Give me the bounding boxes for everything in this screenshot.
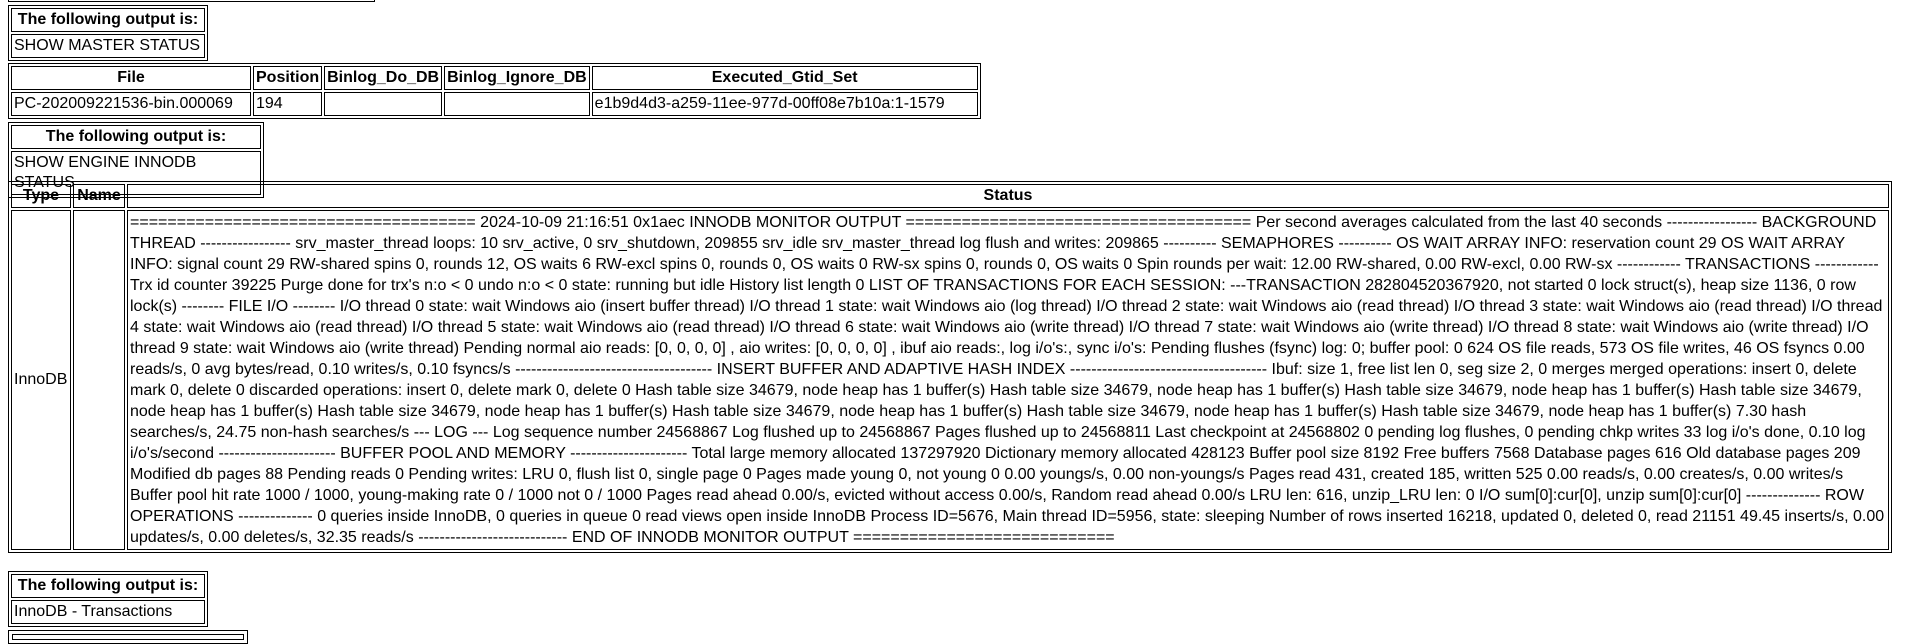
cell-type: InnoDB: [11, 210, 71, 550]
column-header-position: Position: [253, 66, 322, 90]
cell-binlog-ignore-db: [444, 92, 590, 116]
column-header-binlog-ignore-db: Binlog_Ignore_DB: [444, 66, 590, 90]
master-status-table: [8, 63, 981, 119]
command-label-2: SHOW ENGINE INNODB STATUS: [11, 151, 261, 195]
table-row: [11, 92, 978, 116]
command-label-1: SHOW MASTER STATUS: [11, 34, 205, 58]
column-header-type: Type: [11, 184, 71, 208]
table-header-row: [11, 66, 978, 90]
cell-file: PC-202009221536-bin.000069: [11, 92, 251, 116]
output-heading-3: The following output is:: [11, 574, 205, 598]
innodb-status-table: [8, 181, 1892, 553]
next-table-fragment: [8, 630, 248, 644]
output-heading-1: The following output is:: [11, 8, 205, 32]
cell-name: [73, 210, 125, 550]
cell-position: 194: [253, 92, 322, 116]
cell-executed-gtid-set: e1b9d4d3-a259-11ee-977d-00ff08e7b10a:1-1579: [592, 92, 978, 116]
column-header-executed-gtid-set: Executed_Gtid_Set: [592, 66, 978, 90]
output-heading-table-3: [8, 571, 208, 627]
column-header-file: File: [11, 66, 251, 90]
table-row: [11, 210, 1889, 550]
column-header-name: Name: [73, 184, 125, 208]
table-header-row: [11, 184, 1889, 208]
column-header-status: Status: [127, 184, 1889, 208]
previous-table-fragment: [8, 0, 375, 2]
cell-status: ===================================== 2024-10-09 21:16:51 0x1aec INNODB MONITOR OUTPUT ===================================== Per second averages calculated from the last 40 seconds ----------------- BACKGROUND THREAD ----------------- srv_master_thread loops: 10 srv_active, 0 srv_shutdown, 209855 srv_idle srv_master_thread log flush and writes: 209865 ---------- SEMAPHORES ---------- OS WAIT ARRAY INFO: reservation count 29 OS WAIT ARRAY INFO: signal count 29 RW-shared spins 0, rounds 12, OS waits 6 RW-excl spins 0, rounds 0, OS waits 0 RW-sx spins 0, rounds 0, OS waits 0 Spin rounds per wait: 12.00 RW-shared, 0.00 RW-excl, 0.00 RW-sx ------------ TRANSACTIONS ------------ Trx id counter 39225 Purge done for trx's n:o < 0 undo n:o < 0 state: running but idle History list length 0 LIST OF TRANSACTIONS FOR EACH SESSION: ---TRANSACTION 282804520367920, not started 0 lock struct(s), heap size 1136, 0 row lock(s) -------- FILE I/O -------- I/O thread 0 state: wait Windows aio (insert buffer thread) I/O thread 1 state: wait Windows aio (log thread) I/O thread 2 state: wait Windows aio (read thread) I/O thread 3 state: wait Windows aio (read thread) I/O thread 4 state: wait Windows aio (read thread) I/O thread 5 state: wait Windows aio (read thread) I/O thread 6 state: wait Windows aio (write thread) I/O thread 7 state: wait Windows aio (write thread) I/O thread 8 state: wait Windows aio (write thread) I/O thread 9 state: wait Windows aio (write thread) Pending normal aio reads: [0, 0, 0, 0] , aio writes: [0, 0, 0, 0] , ibuf aio reads:, log i/o's:, sync i/o's: Pending flushes (fsync) log: 0; buffer pool: 0 624 OS file reads, 573 OS file writes, 46 OS fsyncs 0.00 reads/s, 0 avg bytes/read, 0.10 writes/s, 0.10 fsyncs/s ------------------------------------- INSERT BUFFER AND ADAPTIVE HASH INDEX ------------------------------------- Ibuf: size 1, free list len 0, seg size 2, 0 merges merged operations: insert 0, delete mark 0, delete 0 discarded operations: insert 0, delete mark 0, delete 0 Hash table size 34679, node heap has 1 buffer(s) Hash table size 34679, node heap has 1 buffer(s) Hash table size 34679, node heap has 1 buffer(s) Hash table size 34679, node heap has 1 buffer(s) Hash table size 34679, node heap has 1 buffer(s) Hash table size 34679, node heap has 1 buffer(s) Hash table size 34679, node heap has 1 buffer(s) Hash table size 34679, node heap has 1 buffer(s) 7.30 hash searches/s, 24.75 non-hash searches/s --- LOG --- Log sequence number 24568867 Log flushed up to 24568867 Pages flushed up to 24568811 Last checkpoint at 24568802 0 pending log flushes, 0 pending chkp writes 33 log i/o's done, 0.10 log i/o's/second ---------------------- BUFFER POOL AND MEMORY ---------------------- Total large memory allocated 137297920 Dictionary memory allocated 428123 Buffer pool size 8192 Free buffers 7568 Database pages 616 Old database pages 209 Modified db pages 88 Pending reads 0 Pending writes: LRU 0, flush list 0, single page 0 Pages made young 0, not young 0 0.00 youngs/s, 0.00 non-youngs/s Pages read 431, created 185, written 525 0.00 reads/s, 0.00 creates/s, 0.00 writes/s Buffer pool hit rate 1000 / 1000, young-making rate 0 / 1000 not 0 / 1000 Pages read ahead 0.00/s, evicted without access 0.00/s, Random read ahead 0.00/s LRU len: 616, unzip_LRU len: 0 I/O sum[0]:cur[0], unzip sum[0]:cur[0] -------------- ROW OPERATIONS -------------- 0 queries inside InnoDB, 0 queries in queue 0 read views open inside InnoDB Process ID=5676, Main thread ID=5956, state: sleeping Number of rows inserted 16218, updated 0, deleted 0, read 21151 49.45 inserts/s, 0.00 updates/s, 0.00 deletes/s, 32.35 reads/s ---------------------------- END OF INNODB MONITOR OUTPUT ============================: [127, 210, 1889, 550]
output-heading-table-1: [8, 5, 208, 61]
column-header-binlog-do-db: Binlog_Do_DB: [324, 66, 442, 90]
cell-binlog-do-db: [324, 92, 442, 116]
command-label-3: InnoDB - Transactions: [11, 600, 205, 624]
output-heading-2: The following output is:: [11, 125, 261, 149]
